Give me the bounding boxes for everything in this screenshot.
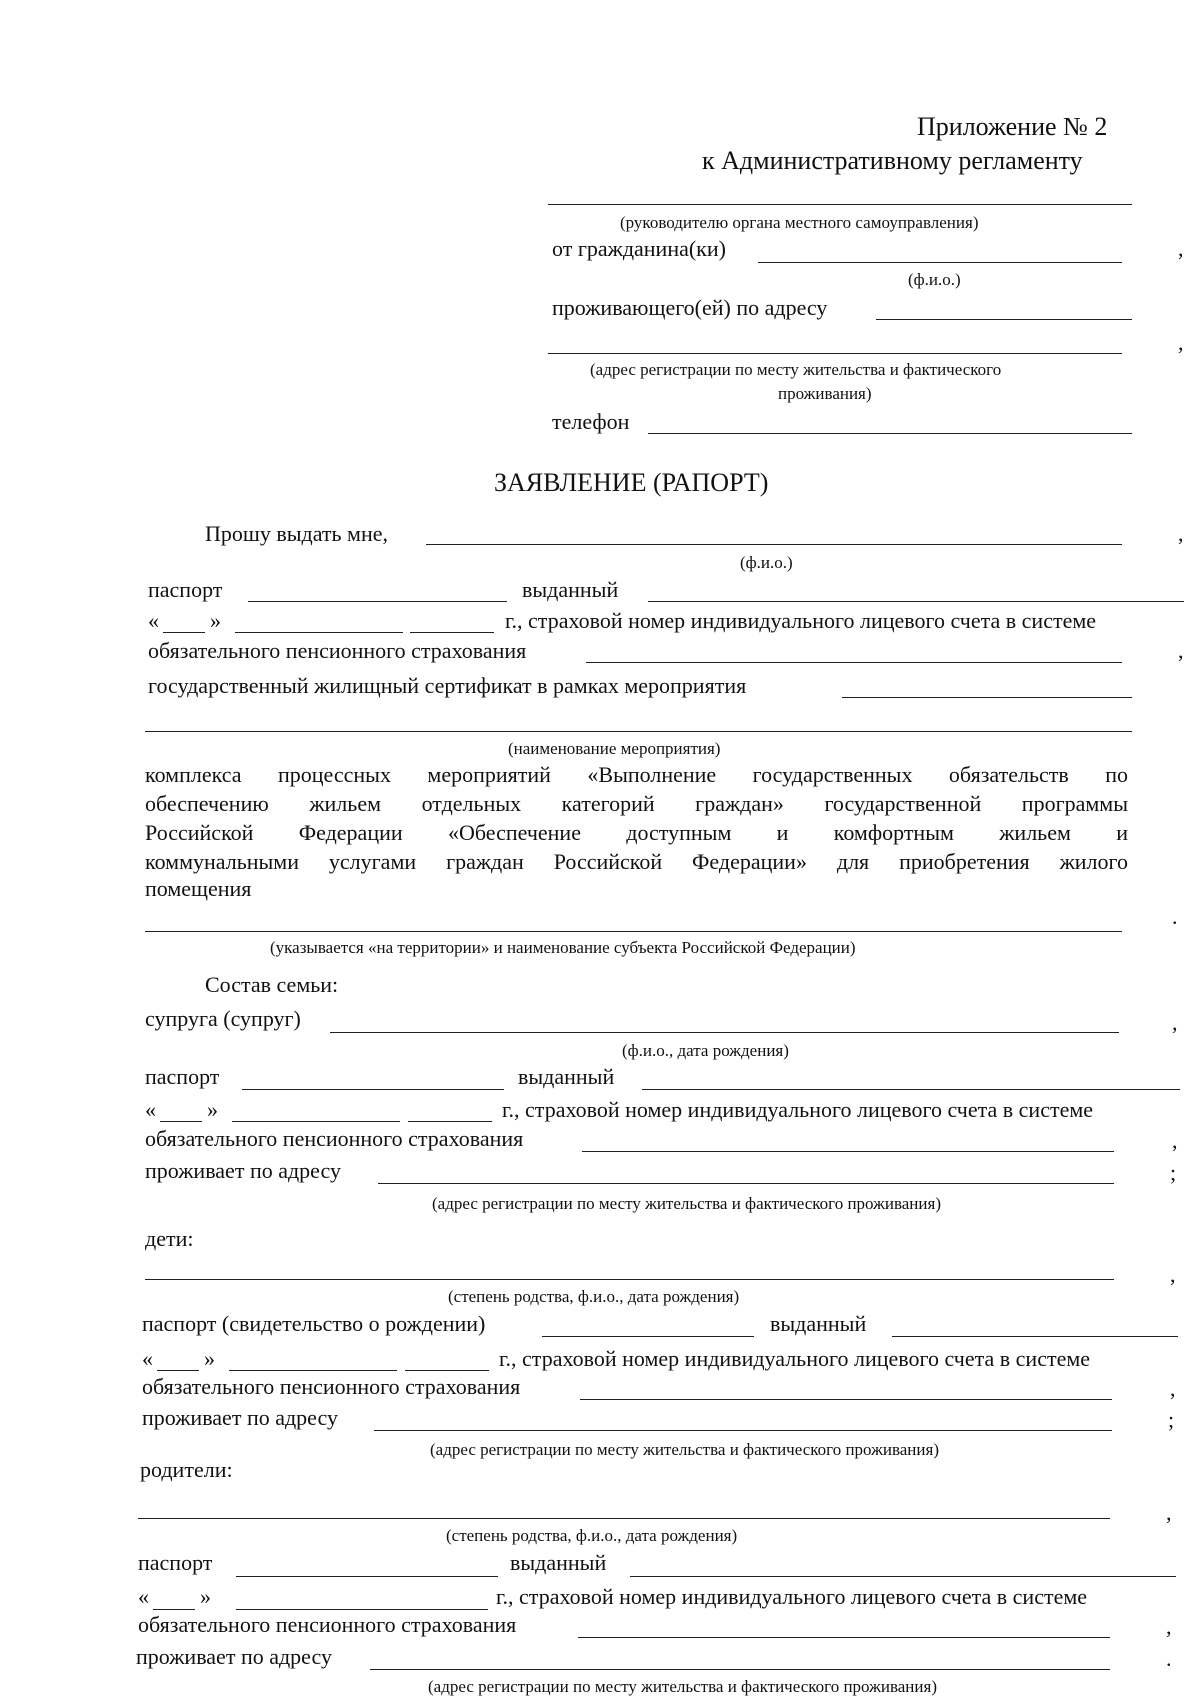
body-line-5: помещения (145, 876, 252, 901)
head-field-line[interactable] (548, 204, 1132, 205)
spouse-passport-label: паспорт (145, 1064, 220, 1089)
comma: , (1178, 330, 1184, 355)
regulation-reference: к Административному регламенту (702, 146, 1083, 175)
certificate-event-line[interactable] (842, 697, 1132, 698)
spouse-date-year-line[interactable] (408, 1121, 492, 1122)
comma: , (1178, 638, 1184, 663)
body-line-3: Российской Федерации «Обеспечение доступным и комфортным жильем и (145, 820, 1128, 845)
body-line-4: коммунальными услугами граждан Российской Федерации» для приобретения жилого (145, 849, 1128, 874)
spouse-fio-line[interactable] (330, 1032, 1119, 1033)
date-month-line[interactable] (235, 632, 403, 633)
event-caption: (наименование мероприятия) (508, 739, 721, 758)
parent-date-year-line[interactable] (404, 1609, 488, 1610)
document-title: ЗАЯВЛЕНИЕ (РАПОРТ) (494, 468, 769, 497)
snils-number-line[interactable] (586, 662, 1122, 663)
date-day-line[interactable] (163, 632, 205, 633)
children-fio-line[interactable] (145, 1279, 1114, 1280)
comma: , (1166, 1614, 1172, 1639)
spouse-passport-line[interactable] (242, 1089, 504, 1090)
child-date-year-line[interactable] (405, 1370, 489, 1371)
comma: , (1178, 236, 1184, 261)
parent-issued-line[interactable] (630, 1576, 1176, 1577)
child-issued-line[interactable] (892, 1336, 1178, 1337)
parents-caption: (степень родства, ф.и.о., дата рождения) (446, 1526, 738, 1545)
fio-caption-request: (ф.и.о.) (740, 553, 793, 572)
phone-label: телефон (552, 409, 630, 434)
spouse-date-day-line[interactable] (160, 1121, 202, 1122)
child-address-caption: (адрес регистрации по месту жительства и фактического проживания) (430, 1440, 939, 1459)
parent-issued-label: выданный (510, 1550, 607, 1575)
address-caption-line2: проживания) (778, 384, 872, 403)
certificate-label: государственный жилищный сертификат в рамках мероприятия (148, 673, 747, 698)
passport-label: паспорт (148, 577, 223, 602)
spouse-date-month-line[interactable] (232, 1121, 400, 1122)
issued-by-line[interactable] (648, 601, 1184, 602)
spouse-pension-label: обязательного пенсионного страхования (145, 1126, 524, 1151)
semicolon: ; (1170, 1160, 1177, 1185)
child-pension-label: обязательного пенсионного страхования (142, 1374, 521, 1399)
parent-snils-text: г., страховой номер индивидуального лицевого счета в системе (496, 1584, 1088, 1609)
child-issued-label: выданный (770, 1311, 867, 1336)
parent-address-line[interactable] (370, 1669, 1110, 1670)
child-passport-label: паспорт (свидетельство о рождении) (142, 1311, 486, 1336)
date-open-quote: « (145, 1097, 156, 1122)
residing-label: проживающего(ей) по адресу (552, 295, 828, 320)
residing-address-line-2[interactable] (548, 353, 1122, 354)
period: . (1172, 904, 1178, 929)
parent-passport-label: паспорт (138, 1550, 213, 1575)
head-caption: (руководителю органа местного самоуправления) (620, 213, 979, 232)
parent-resides-label: проживает по адресу (136, 1644, 332, 1669)
period: . (1166, 1646, 1172, 1671)
child-passport-line[interactable] (542, 1336, 754, 1337)
semicolon: ; (1168, 1407, 1175, 1432)
appendix-number: Приложение № 2 (917, 112, 1108, 141)
body-line-2: обеспечению жильем отдельных категорий граждан» государственной программы (145, 791, 1128, 816)
spouse-issued-label: выданный (518, 1064, 615, 1089)
date-open-quote: « (142, 1346, 153, 1371)
pension-label: обязательного пенсионного страхования (148, 638, 527, 663)
comma: , (1170, 1376, 1176, 1401)
request-label: Прошу выдать мне, (205, 521, 388, 546)
parents-label: родители: (140, 1457, 233, 1482)
spouse-issued-line[interactable] (642, 1089, 1180, 1090)
date-open-quote: « (138, 1584, 149, 1609)
body-line-1: комплекса процессных мероприятий «Выполнение государственных обязательств по (145, 762, 1128, 787)
spouse-caption: (ф.и.о., дата рождения) (622, 1041, 789, 1060)
citizen-fio-line[interactable] (758, 262, 1122, 263)
parent-date-month-line[interactable] (236, 1609, 404, 1610)
spouse-snils-text: г., страховой номер индивидуального лицевого счета в системе (502, 1097, 1094, 1122)
child-date-month-line[interactable] (229, 1370, 397, 1371)
spouse-resides-label: проживает по адресу (145, 1158, 341, 1183)
children-label: дети: (145, 1226, 194, 1251)
children-caption: (степень родства, ф.и.о., дата рождения) (448, 1287, 740, 1306)
snils-text: г., страховой номер индивидуального лицевого счета в системе (505, 608, 1097, 633)
date-close-quote: » (204, 1346, 215, 1371)
child-address-line[interactable] (374, 1430, 1112, 1431)
parent-address-caption: (адрес регистрации по месту жительства и фактического проживания) (428, 1677, 937, 1696)
fio-caption: (ф.и.о.) (908, 270, 961, 289)
family-label: Состав семьи: (205, 972, 339, 997)
date-close-quote: » (200, 1584, 211, 1609)
parent-snils-line[interactable] (578, 1637, 1110, 1638)
territory-caption: (указывается «на территории» и наименование субъекта Российской Федерации) (270, 938, 856, 957)
parents-fio-line[interactable] (138, 1518, 1110, 1519)
spouse-snils-line[interactable] (582, 1151, 1114, 1152)
phone-line[interactable] (648, 433, 1132, 434)
child-snils-line[interactable] (580, 1399, 1112, 1400)
date-open-quote: « (148, 608, 159, 633)
event-name-line[interactable] (145, 731, 1132, 732)
comma: , (1170, 1262, 1176, 1287)
date-close-quote: » (210, 608, 221, 633)
from-citizen-label: от гражданина(ки) (552, 236, 726, 261)
comma: , (1178, 521, 1184, 546)
residing-address-line[interactable] (876, 319, 1132, 320)
child-date-day-line[interactable] (157, 1370, 199, 1371)
comma: , (1172, 1010, 1178, 1035)
territory-line[interactable] (145, 931, 1122, 932)
spouse-address-line[interactable] (378, 1183, 1114, 1184)
spouse-label: супруга (супруг) (145, 1006, 301, 1031)
comma: , (1166, 1500, 1172, 1525)
address-caption-line1: (адрес регистрации по месту жительства и фактического (590, 360, 1002, 379)
date-close-quote: » (207, 1097, 218, 1122)
date-year-line[interactable] (410, 632, 494, 633)
issued-label: выданный (522, 577, 619, 602)
child-snils-text: г., страховой номер индивидуального лицевого счета в системе (499, 1346, 1091, 1371)
passport-number-line[interactable] (248, 601, 507, 602)
comma: , (1172, 1128, 1178, 1153)
parent-passport-line[interactable] (236, 1576, 498, 1577)
parent-date-day-line[interactable] (153, 1609, 195, 1610)
applicant-fio-line[interactable] (426, 544, 1122, 545)
child-resides-label: проживает по адресу (142, 1405, 338, 1430)
parent-pension-label: обязательного пенсионного страхования (138, 1612, 517, 1637)
spouse-address-caption: (адрес регистрации по месту жительства и фактического проживания) (432, 1194, 941, 1213)
